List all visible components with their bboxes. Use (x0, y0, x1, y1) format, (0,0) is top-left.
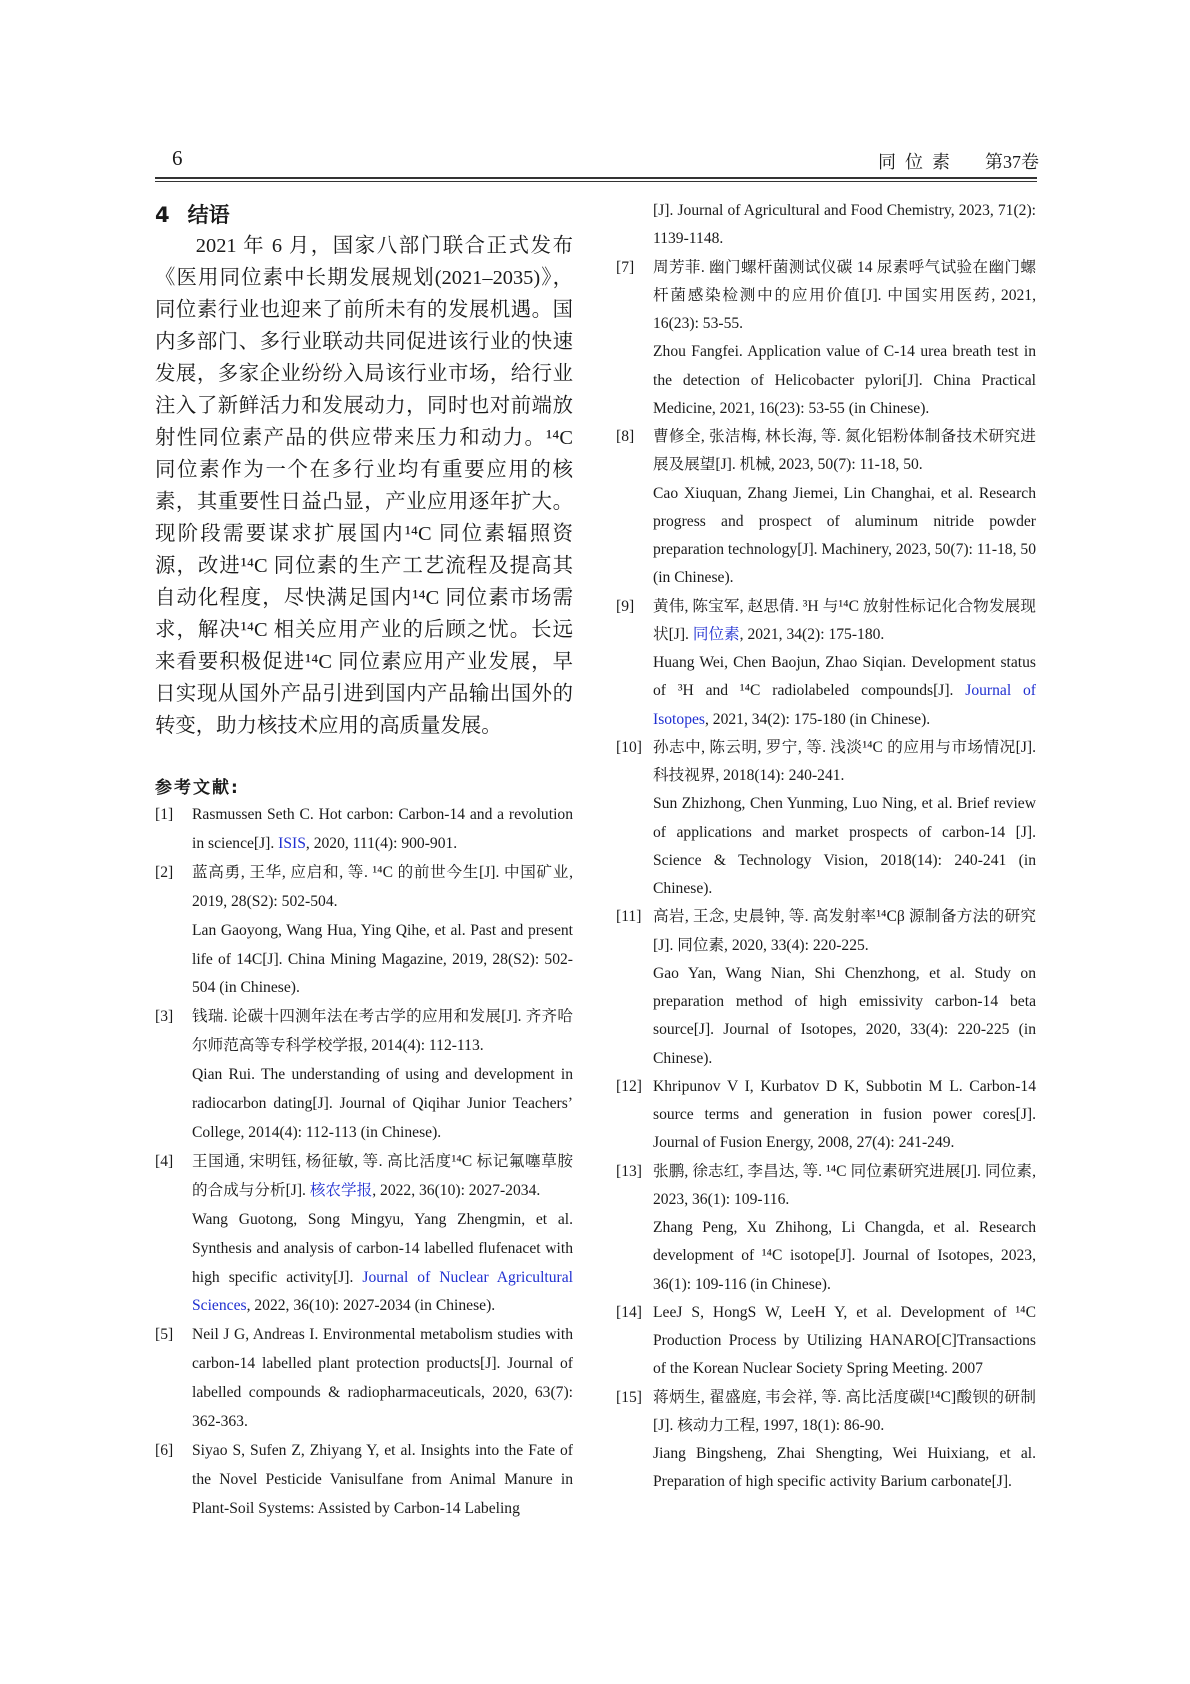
reference-item (616, 1299, 1036, 1384)
reference-number: [9] (616, 597, 635, 615)
reference-body (653, 1073, 1036, 1158)
reference-body (653, 903, 1036, 1073)
reference-number: [5] (155, 1326, 174, 1344)
section-number: 4 (155, 203, 170, 227)
reference-number: [7] (616, 258, 635, 276)
reference-paragraph (653, 480, 1036, 593)
reference-paragraph (653, 1158, 1036, 1215)
reference-text: Gao Yan, Wang Nian, Shi Chenzhong, et al. Study on preparation method of high emissivity carbon-14 beta source[J]. Journal of Isotopes, 2020, 33(4): 220-225 (in Chinese). (653, 964, 1036, 1067)
reference-text: [J]. Journal of Agricultural and Food Chemistry, 2023, 71(2): 1139-1148. (653, 202, 1036, 248)
reference-body (653, 423, 1036, 593)
reference-number: [13] (616, 1162, 642, 1180)
reference-item (616, 903, 1036, 1073)
page-number: 6 (172, 146, 183, 170)
reference-paragraph (653, 790, 1036, 903)
reference-text: Siyao S, Sufen Z, Zhiyang Y, et al. Insights into the Fate of the Novel Pesticide Vanisulfane from Animal Manure in Plant-Soil Systems: Assisted by Carbon-14 Labeling (192, 1441, 573, 1517)
reference-link[interactable]: Journal of Nuclear Agricultural Sciences (192, 1268, 573, 1315)
reference-body (192, 801, 573, 859)
section-title: 结语 (187, 203, 230, 227)
reference-item (616, 593, 1036, 734)
references-right-column (616, 197, 1036, 1497)
reference-link[interactable]: ISIS (278, 834, 306, 852)
reference-paragraph (653, 734, 1036, 791)
reference-body (653, 1384, 1036, 1497)
header-double-rule (155, 177, 1037, 182)
reference-text: Zhou Fangfei. Application value of C-14 urea breath test in the detection of Helicobacter pylori[J]. China Practical Medicine, 2021, 16(23): 53-55 (in Chinese). (653, 343, 1036, 417)
reference-text: Neil J G, Andreas I. Environmental metabolism studies with carbon-14 labelled plant protection products[J]. Journal of labelled compounds & radiopharmaceuticals, 2020, 63(7): 362-363. (192, 1326, 573, 1431)
reference-body (192, 1148, 573, 1321)
section-heading (155, 199, 230, 229)
reference-item (155, 1148, 573, 1321)
reference-paragraph (192, 917, 573, 1004)
reference-paragraph (192, 1061, 573, 1148)
reference-text: 蓝高勇, 王华, 应启和, 等. ¹⁴C 的前世今生[J]. 中国矿业, 2019, 28(S2): 502-504. (192, 863, 573, 910)
reference-text: Jiang Bingsheng, Zhai Shengting, Wei Huixiang, et al. Preparation of high specific activity Barium carbonate[J]. (653, 1445, 1036, 1491)
reference-paragraph (653, 593, 1036, 650)
reference-number: [12] (616, 1077, 642, 1095)
reference-paragraph (653, 1073, 1036, 1158)
reference-item (616, 1384, 1036, 1497)
reference-continuation (616, 197, 1036, 254)
reference-text: 王国通, 宋明钰, 杨征敏, 等. 高比活度¹⁴C 标记氟噻草胺的合成与分析[J]. (192, 1152, 573, 1199)
references-left-column (155, 801, 573, 1524)
reference-paragraph (192, 1206, 573, 1322)
reference-text: , 2021, 34(2): 175-180 (in Chinese). (704, 710, 931, 728)
reference-number: [8] (616, 428, 635, 445)
reference-item (155, 859, 573, 1004)
reference-number: [4] (155, 1152, 174, 1170)
reference-paragraph (653, 254, 1036, 339)
reference-paragraph (653, 1214, 1036, 1299)
reference-link[interactable]: Journal of Isotopes (653, 682, 1036, 728)
reference-text: LeeJ S, HongS W, LeeH Y, et al. Development of ¹⁴C Production Process by Utilizing HANARO[C]Transactions of the Korean Nuclear Society Spring Meeting. 2007 (653, 1303, 1036, 1378)
reference-text: Wang Guotong, Song Mingyu, Yang Zhengmin, et al. Synthesis and analysis of carbon-14 labelled flufenacet with high specific activity[J]. (192, 1210, 573, 1286)
reference-item (616, 1073, 1036, 1158)
reference-paragraph (653, 1384, 1036, 1441)
reference-text: , 2021, 34(2): 175-180. (739, 625, 885, 643)
reference-body (653, 1158, 1036, 1299)
reference-text: Lan Gaoyong, Wang Hua, Ying Qihe, et al. Past and present life of 14C[J]. China Mining Magazine, 2019, 28(S2): 502-504 (in Chinese). (192, 921, 573, 997)
reference-link[interactable]: 同位素 (692, 625, 740, 643)
reference-text: 高岩, 王念, 史晨钟, 等. 高发射率¹⁴Cβ 源制备方法的研究[J]. 同位素, 2020, 33(4): 220-225. (653, 908, 1036, 954)
reference-item (616, 1158, 1036, 1299)
reference-paragraph (653, 960, 1036, 1073)
reference-text: Sun Zhizhong, Chen Yunming, Luo Ning, et al. Brief review of applications and market prospects of carbon-14 [J]. Science & Technology Vision, 2018(14): 240-241 (in Chinese). (653, 795, 1036, 897)
running-header-volume: 第37卷 (985, 152, 1039, 172)
reference-text: , 2020, 111(4): 900-901. (305, 834, 458, 852)
reference-paragraph (192, 1437, 573, 1524)
reference-text: , 2022, 36(10): 2027-2034. (372, 1181, 541, 1199)
reference-number: [3] (155, 1008, 174, 1026)
reference-paragraph (653, 1440, 1036, 1497)
reference-text: 孙志中, 陈云明, 罗宁, 等. 浅淡¹⁴C 的应用与市场情况[J]. 科技视界, 2018(14): 240-241. (653, 738, 1036, 784)
reference-paragraph (192, 1148, 573, 1206)
references-heading: 参考文献: (155, 778, 240, 798)
reference-paragraph (653, 197, 1036, 254)
reference-number: [10] (616, 738, 642, 756)
reference-paragraph (192, 801, 573, 859)
conclusion-paragraph: 2021 年 6 月，国家八部门联合正式发布《医用同位素中长期发展规划(2021–2035)》，同位素行业也迎来了前所未有的发展机遇。国内多部门、多行业联动共同促进该行业的快速发展，多家企业纷纷入局该行业市场，给行业注入了新鲜活力和发展动力，同时也对前端放射性同位素产品的供应带来压力和动力。¹⁴C 同位素作为一个在多行业均有重要应用的核素，其重要性日益凸显，产业应用逐年扩大。现阶段需要谋求扩展国内¹⁴C 同位素辐照资源，改进¹⁴C 同位素的生产工艺流程及提高其自动化程度，尽快满足国内¹⁴C 同位素市场需求，解决¹⁴C 相关应用产业的后顾之忧。长远来看要积极促进¹⁴C 同位素应用产业发展，早日实现从国外产品引进到国内产品输出国外的转变，助力核技术应用的高质量发展。 (155, 235, 573, 737)
reference-paragraph (192, 859, 573, 917)
reference-item (155, 801, 573, 859)
reference-text: 周芳菲. 幽门螺杆菌测试仪碳 14 尿素呼气试验在幽门螺杆菌感染检测中的应用价值[J]. 中国实用医药, 2021, 16(23): 53-55. (653, 258, 1036, 332)
reference-paragraph (653, 1299, 1036, 1384)
reference-text: , 2022, 36(10): 2027-2034 (in Chinese). (246, 1297, 496, 1315)
reference-item (616, 734, 1036, 904)
reference-number: [11] (616, 908, 642, 926)
reference-text: Rasmussen Seth C. Hot carbon: Carbon-14 and a revolution in science[J]. (192, 806, 573, 852)
reference-number: [14] (616, 1303, 642, 1321)
reference-paragraph (653, 423, 1036, 480)
reference-paragraph (192, 1321, 573, 1437)
reference-text: Cao Xiuquan, Zhang Jiemei, Lin Changhai, et al. Research progress and prospect of aluminum nitride powder preparation technology[J]. Machinery, 2023, 50(7): 11-18, 50 (in Chinese). (653, 484, 1036, 587)
reference-text: Khripunov V I, Kurbatov D K, Subbotin M L. Carbon-14 source terms and generation in fusion power cores[J]. Journal of Fusion Energy, 2008, 27(4): 241-249. (653, 1077, 1036, 1152)
reference-link[interactable]: 核农学报 (309, 1181, 373, 1199)
reference-number: [2] (155, 863, 174, 881)
reference-body (653, 734, 1036, 904)
reference-text: 曹修全, 张洁梅, 林长海, 等. 氮化铝粉体制备技术研究进展及展望[J]. 机械, 2023, 50(7): 11-18, 50. (653, 428, 1036, 474)
reference-body (192, 1003, 573, 1148)
reference-text: 蒋炳生, 翟盛庭, 韦会祥, 等. 高比活度碳[¹⁴C]酸钡的研制[J]. 核动力工程, 1997, 18(1): 86-90. (653, 1388, 1036, 1434)
reference-paragraph (192, 1003, 573, 1061)
reference-paragraph (653, 649, 1036, 734)
reference-item (616, 254, 1036, 424)
reference-body (653, 254, 1036, 424)
running-header-journal: 同位素 (878, 152, 959, 172)
reference-paragraph (653, 338, 1036, 423)
reference-text: 张鹏, 徐志红, 李昌达, 等. ¹⁴C 同位素研究进展[J]. 同位素, 2023, 36(1): 109-116. (653, 1162, 1036, 1208)
reference-item (155, 1003, 573, 1148)
reference-item (616, 423, 1036, 593)
reference-body (653, 593, 1036, 734)
reference-body (192, 859, 573, 1004)
reference-number: [15] (616, 1388, 642, 1406)
reference-text: 黄伟, 陈宝军, 赵思倩. ³H 与¹⁴C 放射性标记化合物发展现状[J]. (653, 597, 1036, 643)
reference-body (653, 1299, 1036, 1384)
reference-item (155, 1437, 573, 1524)
reference-paragraph (653, 903, 1036, 960)
reference-text: Qian Rui. The understanding of using and development in radiocarbon dating[J]. Journal of Qiqihar Junior Teachers’ College, 2014(4): 112-113 (in Chinese). (192, 1066, 573, 1141)
reference-body (192, 1437, 573, 1524)
reference-number: [6] (155, 1441, 174, 1459)
reference-item (155, 1321, 573, 1437)
reference-text: Zhang Peng, Xu Zhihong, Li Changda, et al. Research development of ¹⁴C isotope[J]. Journal of Isotopes, 2023, 36(1): 109-116 (in Chinese). (653, 1219, 1036, 1293)
reference-text: 钱瑞. 论碳十四测年法在考古学的应用和发展[J]. 齐齐哈尔师范高等专科学校学报, 2014(4): 112-113. (192, 1008, 573, 1055)
reference-text: Huang Wei, Chen Baojun, Zhao Siqian. Development status of ³H and ¹⁴C radiolabeled compounds[J]. (653, 654, 1036, 700)
reference-body (192, 1321, 573, 1437)
reference-number: [1] (155, 806, 174, 823)
